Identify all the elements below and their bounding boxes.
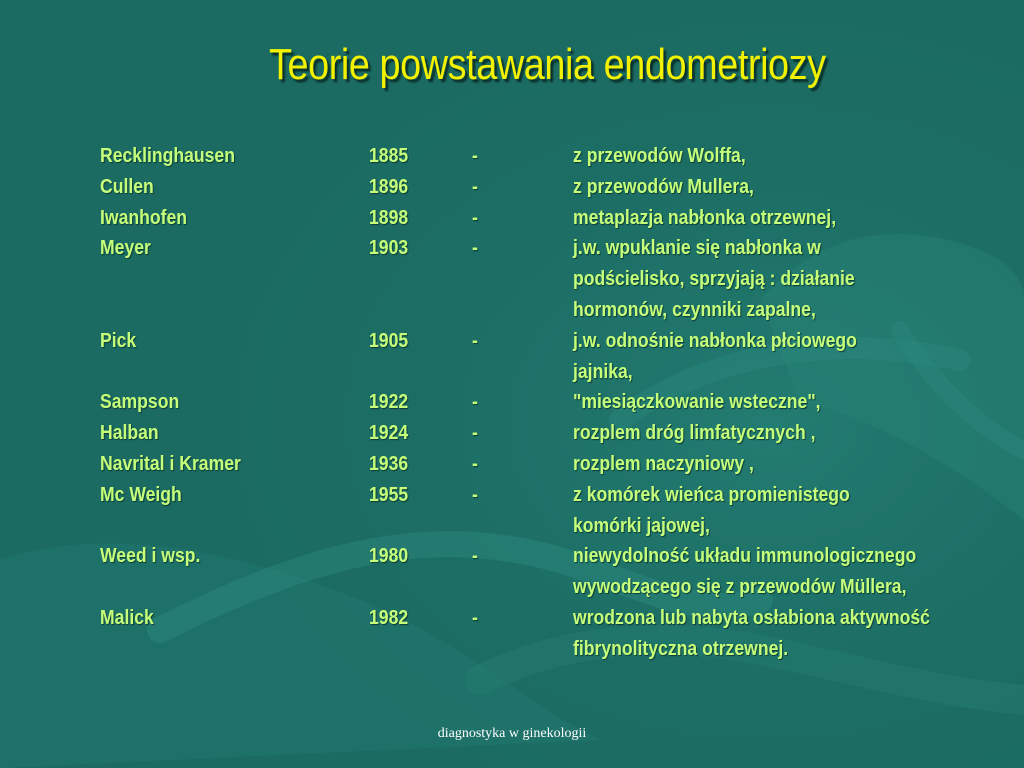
theory-description: fibrynolityczna otrzewnej. <box>573 637 789 660</box>
theory-description: wywodzącego się z przewodów Müllera, <box>573 576 907 599</box>
theory-description: j.w. wpuklanie się nabłonka w <box>573 237 821 260</box>
table-row <box>0 449 1024 480</box>
year: 1885 <box>369 145 409 167</box>
table-row <box>0 295 1024 326</box>
author-name: Sampson <box>100 391 180 414</box>
table-row <box>0 541 1024 572</box>
theory-description: podścielisko, sprzyjają : działanie <box>573 268 855 291</box>
author-name: Meyer <box>100 237 151 260</box>
table-row <box>0 233 1024 264</box>
year: 1980 <box>369 545 409 568</box>
separator-dash: - <box>472 206 478 229</box>
year: 1905 <box>369 329 409 352</box>
theory-description: niewydolność układu immunologicznego <box>573 545 917 568</box>
separator-dash: - <box>472 175 478 198</box>
table-row <box>0 634 1024 665</box>
table-row <box>0 326 1024 357</box>
table-row <box>0 387 1024 418</box>
separator-dash: - <box>472 329 478 352</box>
theory-description: z przewodów Mullera, <box>573 175 754 198</box>
author-name: Mc Weigh <box>100 483 182 506</box>
year: 1936 <box>369 453 409 475</box>
author-name: Recklinghausen <box>100 145 235 167</box>
table-row <box>0 418 1024 449</box>
separator-dash: - <box>472 607 478 629</box>
separator-dash: - <box>472 453 478 475</box>
theory-description: wrodzona lub nabyta osłabiona aktywność <box>573 607 930 629</box>
table-row <box>0 264 1024 295</box>
separator-dash: - <box>472 545 478 568</box>
theory-description: rozplem naczyniowy , <box>573 453 754 475</box>
table-row <box>0 572 1024 603</box>
slide-title: Teorie powstawania endometriozy <box>268 40 826 89</box>
year: 1903 <box>369 237 409 260</box>
separator-dash: - <box>472 422 478 445</box>
author-name: Weed i wsp. <box>100 545 201 568</box>
separator-dash: - <box>472 237 478 260</box>
author-name: Iwanhofen <box>100 206 188 229</box>
table-row <box>0 357 1024 388</box>
theory-description: jajnika, <box>573 360 633 383</box>
author-name: Navrital i Kramer <box>100 453 241 475</box>
table-row <box>0 603 1024 634</box>
slide-footer: diagnostyka w ginekologii <box>437 726 587 741</box>
theory-description: metaplazja nabłonka otrzewnej, <box>573 206 837 229</box>
table-row <box>0 172 1024 203</box>
theory-description: z przewodów Wolffa, <box>573 145 746 167</box>
theory-description: "miesiączkowanie wsteczne", <box>573 391 821 414</box>
table-row <box>0 141 1024 172</box>
author-name: Cullen <box>100 175 154 198</box>
theory-description: j.w. odnośnie nabłonka płciowego <box>573 329 857 352</box>
separator-dash: - <box>472 483 478 506</box>
year: 1982 <box>369 607 409 629</box>
theory-description: hormonów, czynniki zapalne, <box>573 299 816 321</box>
author-name: Pick <box>100 329 137 352</box>
table-row <box>0 203 1024 234</box>
separator-dash: - <box>472 391 478 414</box>
year: 1922 <box>369 391 409 414</box>
year: 1955 <box>369 483 409 506</box>
theory-description: komórki jajowej, <box>573 514 710 537</box>
theory-description: rozplem dróg limfatycznych , <box>573 422 816 445</box>
year: 1896 <box>369 175 409 198</box>
author-name: Halban <box>100 422 159 445</box>
year: 1924 <box>369 422 409 445</box>
table-row <box>0 511 1024 542</box>
year: 1898 <box>369 206 409 229</box>
table-row <box>0 480 1024 511</box>
author-name: Malick <box>100 607 154 629</box>
theory-description: z komórek wieńca promienistego <box>573 483 850 506</box>
separator-dash: - <box>472 145 478 167</box>
